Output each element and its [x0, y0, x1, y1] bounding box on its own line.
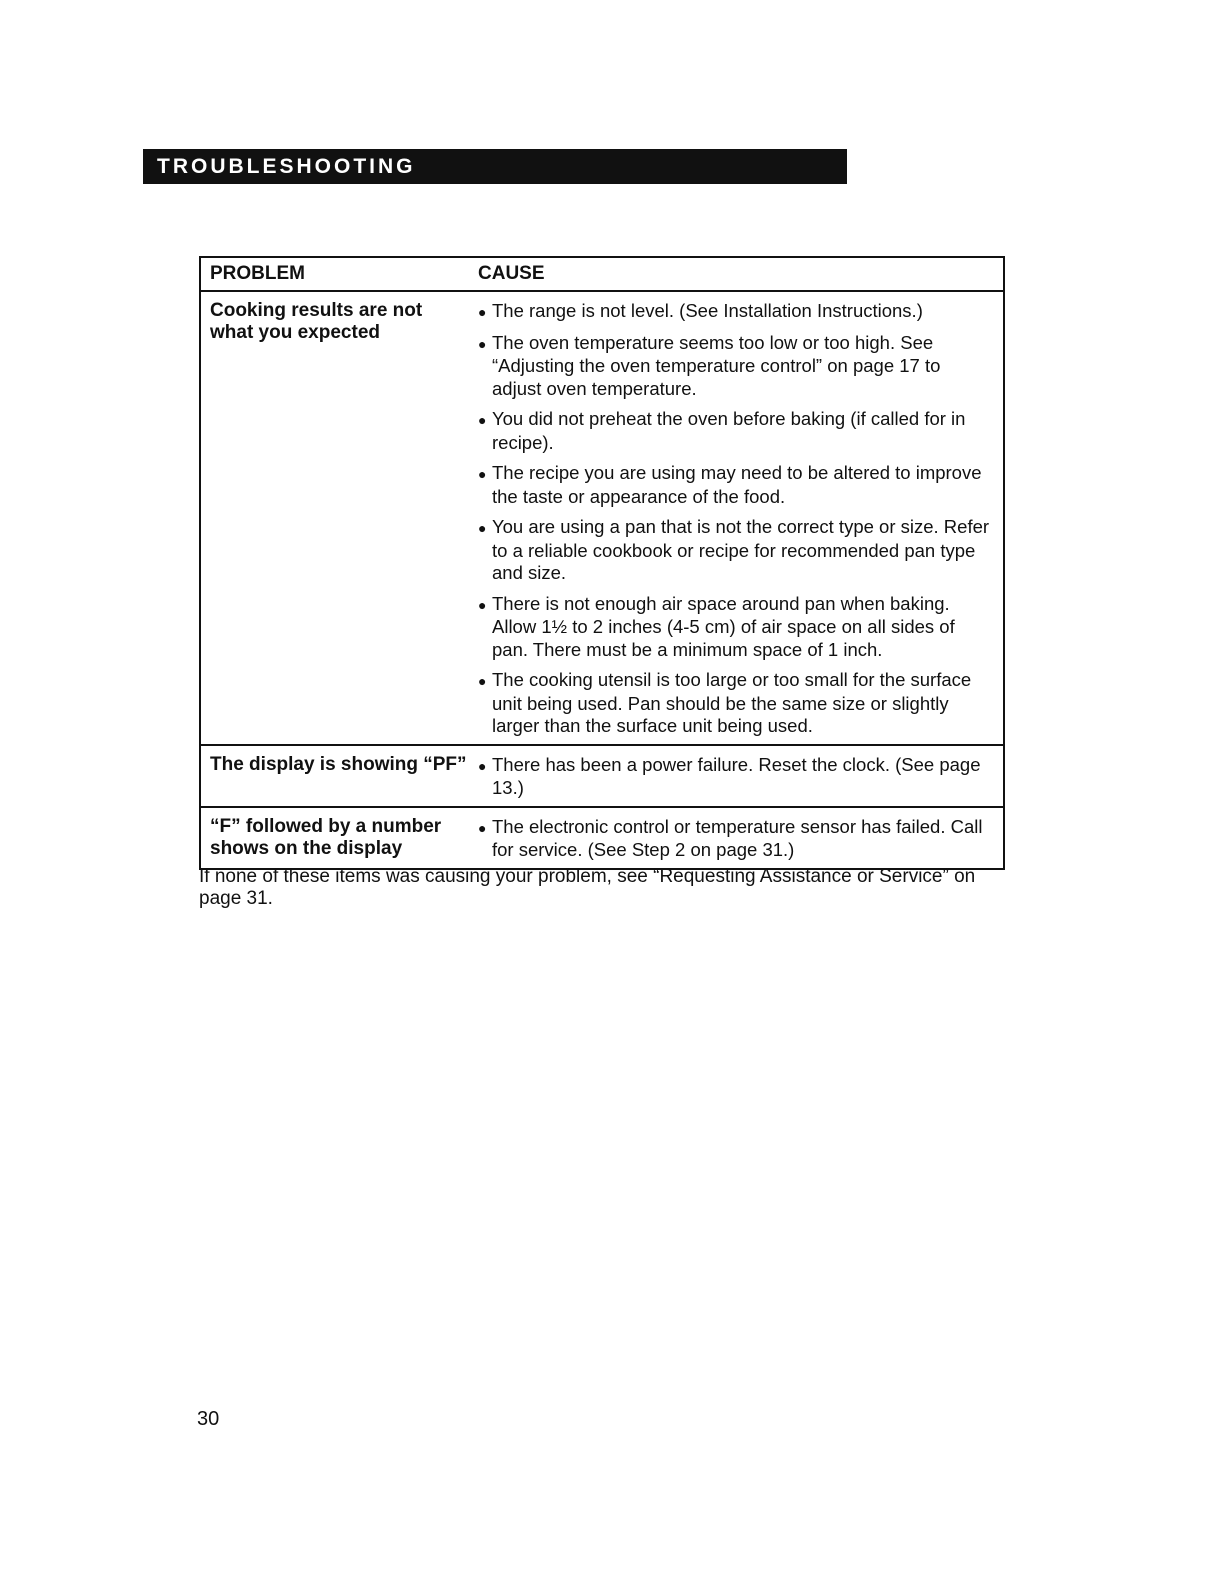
- problem-text: Cooking results are not what you expected: [210, 300, 423, 343]
- cause-text: There is not enough air space around pan when baking. Allow 1½ to 2 inches (4-5 cm) of air space on all sides of pan. There must be a minimum space of 1 inch.: [492, 592, 955, 660]
- cause-list: [478, 808, 993, 868]
- cause-text: You are using a pan that is not the correct type or size. Refer to a reliable cookbook or recipe for recommended pan type and size.: [492, 516, 990, 583]
- cause-cell: [478, 807, 1004, 869]
- bullet-icon: ●: [478, 819, 487, 836]
- cause-text: The range is not level. (See Installation Instructions.): [492, 300, 923, 321]
- table-header-row: [200, 257, 1004, 291]
- cause-item: [478, 516, 993, 585]
- troubleshooting-table: [199, 256, 1005, 870]
- cause-text: You did not preheat the oven before baking (if called for in recipe).: [492, 408, 966, 453]
- table-row: [200, 807, 1004, 869]
- bullet-icon: ●: [478, 757, 487, 774]
- cause-item: [478, 408, 993, 454]
- section-title: TROUBLESHOOTING: [143, 149, 847, 184]
- cause-text: The electronic control or temperature sensor has failed. Call for service. (See Step 2 on page 31.): [492, 815, 983, 860]
- problem-text: The display is showing “PF”: [210, 753, 467, 775]
- bullet-icon: ●: [478, 673, 487, 689]
- cause-item: [478, 332, 993, 401]
- problem-cell: [200, 291, 478, 745]
- cause-list: [478, 746, 993, 806]
- cause-item: [478, 669, 993, 738]
- column-header-cause: CAUSE: [478, 257, 1004, 291]
- cause-cell: [478, 291, 1004, 745]
- bullet-icon: ●: [478, 335, 487, 352]
- bullet-icon: ●: [478, 596, 487, 613]
- cause-text: The oven temperature seems too low or too high. See “Adjusting the oven temperature control” on page 17 to adjust oven temperature.: [492, 331, 941, 399]
- cause-item: [478, 593, 993, 662]
- cause-item: [478, 816, 993, 862]
- cause-item: [478, 462, 993, 508]
- cause-text: There has been a power failure. Reset the clock. (See page 13.): [492, 753, 981, 798]
- table-row: [200, 291, 1004, 745]
- cause-item: [478, 754, 993, 800]
- cause-list: [478, 292, 993, 744]
- column-header-problem: PROBLEM: [200, 257, 478, 291]
- problem-cell: [200, 807, 478, 869]
- cause-cell: [478, 745, 1004, 807]
- bullet-icon: ●: [478, 412, 487, 428]
- cause-text: The cooking utensil is too large or too small for the surface unit being used. Pan should be the same size or slightly larger than the surface unit being used.: [492, 669, 972, 736]
- bullet-icon: ●: [478, 466, 487, 482]
- cause-text: The recipe you are using may need to be altered to improve the taste or appearance of the food.: [492, 462, 982, 507]
- problem-cell: [200, 745, 478, 807]
- bullet-icon: ●: [478, 304, 487, 320]
- page-number: 30: [197, 1408, 220, 1430]
- table-row: [200, 745, 1004, 807]
- footer-note: If none of these items was causing your problem, see “Requesting Assistance or Service” on page 31.: [199, 866, 976, 909]
- cause-item: [478, 300, 993, 324]
- bullet-icon: ●: [478, 520, 487, 536]
- problem-text: “F” followed by a number shows on the display: [210, 815, 442, 859]
